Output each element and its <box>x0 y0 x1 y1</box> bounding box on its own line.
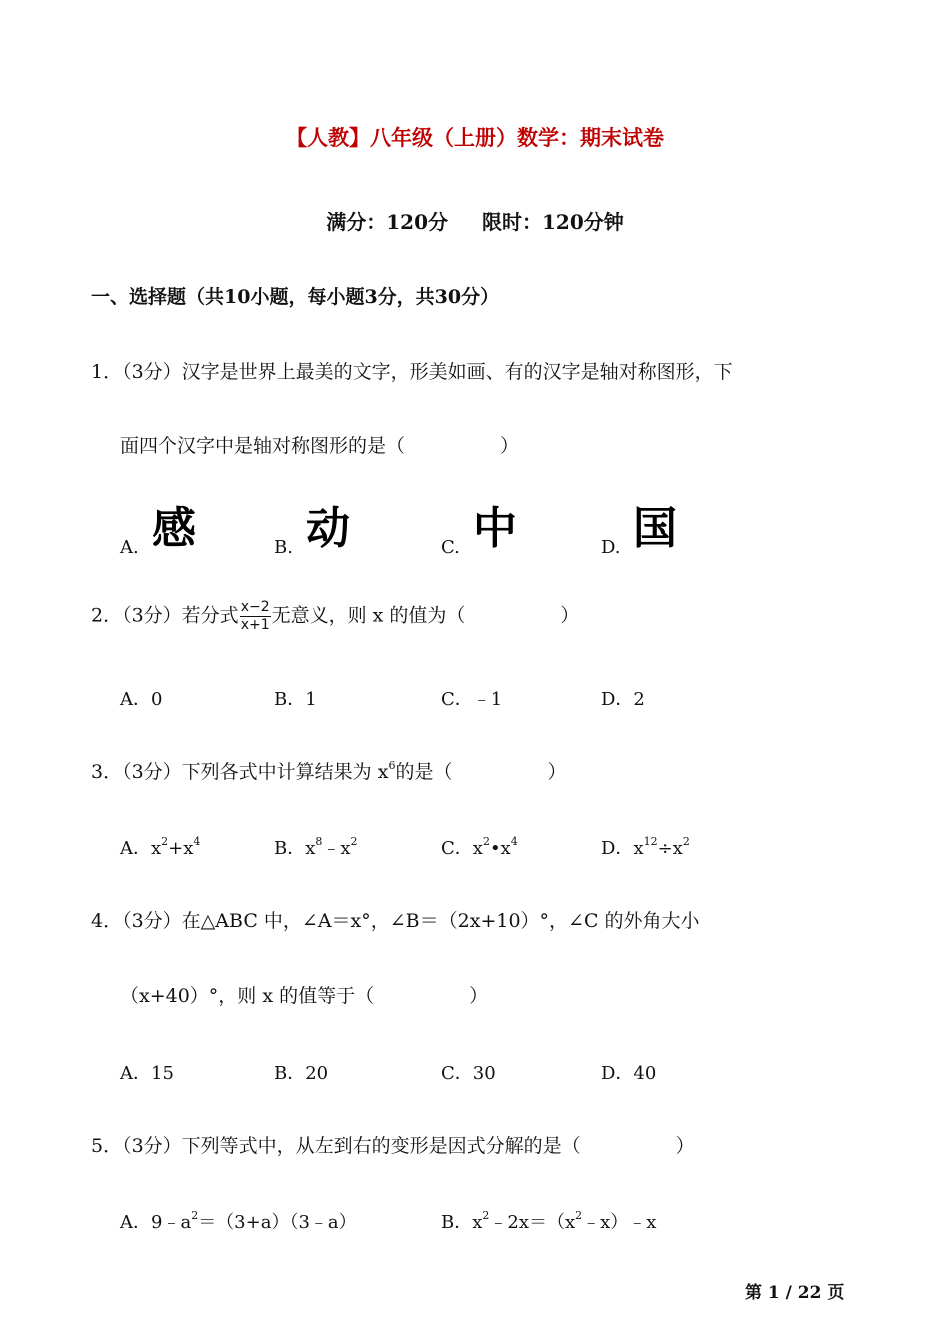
question-3 <box>91 757 566 784</box>
q1-option-a-label: A. <box>120 537 139 558</box>
operator-term: +x <box>168 838 194 859</box>
section-heading: 一、选择题（共10小题，每小题3分，共30分） <box>91 286 500 308</box>
q2-option-d: D．2 <box>601 689 645 710</box>
exponent: 12 <box>643 835 658 848</box>
question-2-suffix: 无意义，则 x 的值为（ ） <box>271 604 580 627</box>
exponent: 4 <box>510 835 518 848</box>
exponent: 2 <box>482 835 490 848</box>
q1-option-b-label: B. <box>274 537 293 558</box>
option-label: D． <box>601 838 634 859</box>
operator-term: ﹣x <box>322 838 351 859</box>
q3-option-c <box>441 834 518 860</box>
exponent: 2 <box>682 835 690 848</box>
q2-option-c: C．﹣1 <box>441 689 503 710</box>
time-limit: 限时：120分钟 <box>482 210 624 234</box>
q4-option-d: D．40 <box>601 1063 657 1084</box>
page-number: 第 1 / 22 页 <box>745 1283 845 1303</box>
exponent: 4 <box>193 835 201 848</box>
full-score: 满分：120分 <box>326 210 448 234</box>
q1-option-a-character: 感 <box>152 503 196 554</box>
option-text: ﹣x）﹣x <box>582 1212 657 1233</box>
option-text: A．9﹣a <box>120 1212 192 1233</box>
base: x <box>633 838 644 859</box>
q4-option-b: B．20 <box>274 1063 329 1084</box>
option-label: C． <box>441 838 473 859</box>
exponent: 2 <box>575 1209 583 1222</box>
option-text: ＝（3+a）（3﹣a） <box>198 1212 357 1233</box>
q2-option-a: A．0 <box>120 689 163 710</box>
operator-term: •x <box>489 838 511 859</box>
question-4-line-1: 4．（3分）在△ABC 中，∠A＝x°，∠B＝（2x+10）°，∠C 的外角大小 <box>91 910 700 932</box>
q3-option-d <box>601 834 690 860</box>
q1-option-b-character: 动 <box>306 503 350 554</box>
question-2 <box>91 599 579 634</box>
question-4-line-2: （x+40）°，则 x 的值等于（ ） <box>120 985 489 1007</box>
question-2-prefix: 2．（3分）若分式 <box>91 604 239 627</box>
q1-option-c-label: C. <box>441 537 460 558</box>
exponent: 2 <box>191 1209 199 1222</box>
q1-option-d-label: D. <box>601 537 621 558</box>
exponent: 2 <box>350 835 358 848</box>
question-1-line-2: 面四个汉字中是轴对称图形的是（ ） <box>120 435 520 457</box>
operator-term: ÷x <box>657 838 683 859</box>
exponent: 2 <box>161 835 169 848</box>
q2-option-b: B．1 <box>274 689 317 710</box>
option-label: B． <box>274 838 306 859</box>
exponent: 2 <box>482 1209 490 1222</box>
base: x <box>151 838 162 859</box>
option-text: B．x <box>441 1212 483 1233</box>
option-text: ﹣2x＝（x <box>489 1212 576 1233</box>
exam-info <box>0 206 950 235</box>
q4-option-c: C．30 <box>441 1063 496 1084</box>
question-1-line-1: 1．（3分）汉字是世界上最美的文字，形美如画、有的汉字是轴对称图形，下 <box>91 361 733 383</box>
q5-option-a <box>120 1208 357 1234</box>
base: x <box>472 838 483 859</box>
q4-option-a: A．15 <box>120 1063 174 1084</box>
q1-option-c-character: 中 <box>473 503 517 554</box>
exponent: 8 <box>315 835 323 848</box>
option-label: A． <box>120 838 151 859</box>
question-3-prefix: 3．（3分）下列各式中计算结果为 x <box>91 761 389 783</box>
exponent: 6 <box>388 759 396 772</box>
fraction-denominator: x+1 <box>240 617 270 633</box>
question-3-suffix: 的是（ ） <box>395 761 567 783</box>
q5-option-b <box>441 1208 656 1234</box>
document-title: 【人教】八年级（上册）数学：期末试卷 <box>286 125 664 150</box>
q1-option-d-character: 国 <box>633 503 677 554</box>
question-5: 5．（3分）下列等式中，从左到右的变形是因式分解的是（ ） <box>91 1135 695 1157</box>
fraction <box>240 599 271 634</box>
base: x <box>305 838 316 859</box>
fraction-numerator: x−2 <box>240 599 270 615</box>
q3-option-b <box>274 834 358 860</box>
q3-option-a <box>120 834 200 860</box>
